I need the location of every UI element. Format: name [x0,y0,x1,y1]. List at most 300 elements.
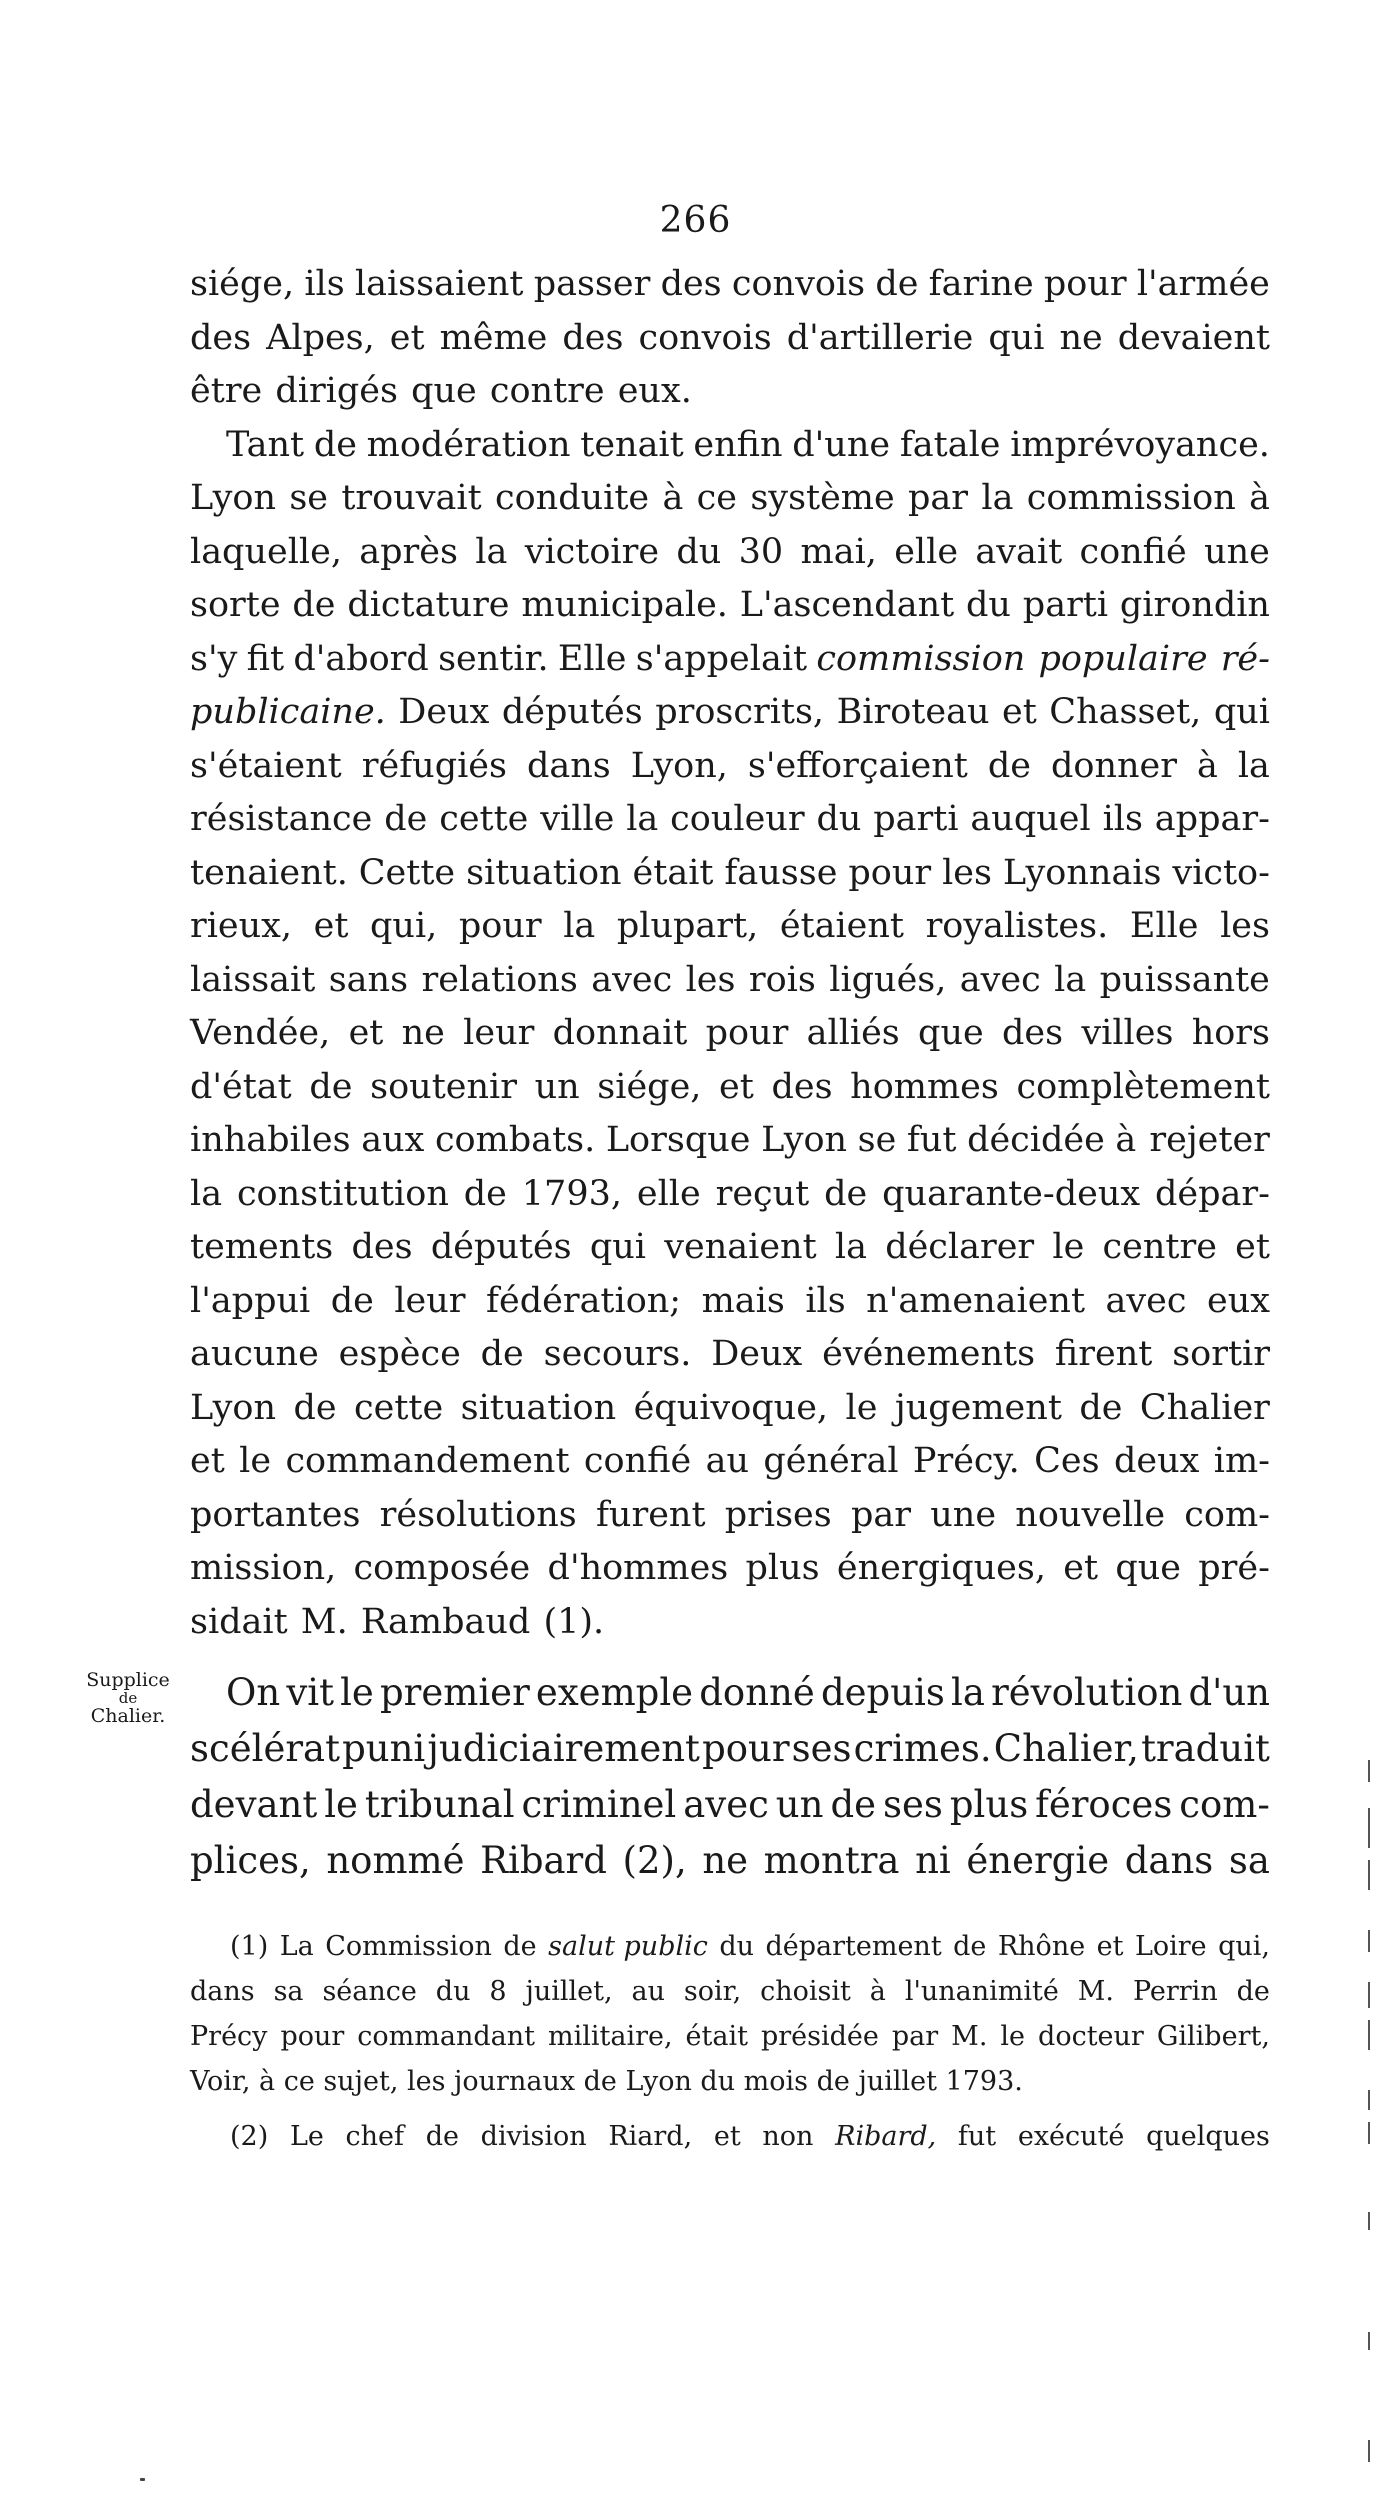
word: secours. [543,1334,692,1374]
second-paragraph-line [190,1777,1270,1833]
word: révolution [991,1671,1183,1714]
word: inhabiles [190,1120,351,1160]
word: hors [1191,1013,1270,1053]
word: donner [1050,745,1177,786]
word: 8 [489,1976,507,2007]
word: les [942,852,992,893]
word: Voir, à ce sujet, les journaux de Lyon du mois de juillet 1793. [190,2066,1023,2097]
word: Lyon [190,1387,277,1428]
word: Loire [1134,1931,1207,1962]
word: avait [975,531,1063,572]
scan-mark [1368,1860,1370,1890]
word: était [632,852,714,893]
word: girondin [1119,585,1270,625]
main-text-line [190,740,1270,794]
word: d'un [1188,1671,1270,1714]
word: imprévoyance. [1010,424,1270,465]
word: espèce [338,1334,461,1374]
word: que [1115,1548,1181,1588]
word: de [875,264,919,304]
word: ville [540,799,615,839]
word: de [384,799,428,839]
word: avec [591,959,673,1000]
word: division [480,2121,587,2152]
main-text-line [190,900,1270,954]
footnotes-block [190,1924,1270,2159]
word: salut public [548,1931,708,1962]
word: le [324,1783,358,1826]
word: la [563,906,596,946]
word: étaient [779,906,904,946]
word: même [439,317,548,358]
word: conduite [495,478,650,518]
word: plupart, [616,906,759,946]
word: Le [289,2121,324,2152]
word: modération [366,424,571,465]
word: et [1235,1227,1270,1267]
word: Biroteau [836,692,990,732]
word: fut [906,1120,957,1160]
word: des [771,1066,833,1107]
main-text-line [190,365,1270,419]
word: ce [696,478,737,518]
word: dans [190,1976,255,2007]
word: une [930,1494,997,1535]
word: alliés [806,1013,900,1053]
word: victo- [1172,852,1270,893]
word: de [425,2121,459,2152]
word: auquel [970,799,1091,839]
scan-mark [1368,1760,1370,1782]
word: Chalier [1139,1387,1270,1428]
word: Elle [1129,906,1199,946]
word: au [631,1976,665,2007]
main-text-line [190,1168,1270,1222]
word: confié [583,1441,692,1481]
word: cette [354,1387,444,1428]
main-text-line [190,419,1270,473]
word: juillet, [525,1976,613,2007]
word: siége, [190,264,295,304]
word: à [1249,478,1270,518]
word: le [1052,1227,1085,1267]
footnote-1-line [190,2059,1270,2104]
word: publicaine. [190,692,386,732]
word: parti [1022,585,1109,625]
word: proscrits, [655,692,825,732]
word: de [953,1931,987,1962]
word: ses [791,1727,852,1770]
word: composée [353,1548,531,1588]
word: par [891,2021,939,2052]
word: Chalier, [993,1727,1139,1770]
word: donné [699,1671,815,1714]
word: et [313,906,349,946]
word: et [1096,1931,1124,1962]
word: ne [1059,317,1103,358]
word: aucune [190,1334,319,1374]
word: général [763,1441,899,1481]
main-text-line [190,1328,1270,1382]
scan-mark [1368,1982,1370,2008]
word: firent [1054,1334,1153,1374]
margin-note [68,1668,188,1728]
word: judiciairement [427,1727,700,1770]
word: Rhône [997,1931,1086,1962]
word: Précy [190,2021,268,2052]
word: de [313,424,357,465]
main-text-line [190,954,1270,1008]
word: fatale [899,424,1001,465]
word: complètement [1016,1066,1270,1107]
word: Lyon [761,1120,848,1160]
word: M. [1077,1976,1115,2007]
word: fausse [724,852,838,893]
word: devant [190,1783,318,1826]
word: sortir [1172,1334,1270,1374]
word: du [719,1931,755,1962]
word: situation [466,852,622,893]
scan-dot [140,2478,145,2481]
word: sorte [190,585,281,625]
word: (1) [230,1931,269,1962]
word: Perrin [1132,1976,1218,2007]
word: pré- [1198,1548,1270,1588]
word: pour [280,2021,345,2052]
word: commission populaire ré- [816,638,1270,679]
margin-note-line-1: Supplice [86,1669,170,1691]
word: Riard, [608,2121,693,2152]
word: de [330,1280,374,1321]
word: venaient [664,1227,817,1267]
word: elle [894,531,959,572]
word: sentir. [438,638,549,679]
word: convois [731,264,866,304]
word: scélérat [190,1727,340,1770]
word: chef [345,2121,405,2152]
word: Chasset, [1049,692,1202,732]
word: du [676,531,722,572]
word: qui, [1218,1931,1270,1962]
word: séance [322,1976,417,2007]
word: depuis [820,1671,945,1714]
main-text-line [190,1489,1270,1543]
margin-note-line-3: Chalier. [90,1705,166,1727]
word: résistance [190,799,373,839]
word: le [1000,2021,1026,2052]
word: Lorsque [605,1120,751,1160]
word: Vendée, [190,1013,331,1053]
word: fut [957,2121,997,2152]
word: d'une [792,424,891,465]
word: 1793, [521,1173,622,1214]
main-text-line [190,1275,1270,1329]
scan-mark [1368,2020,1370,2050]
word: ils [805,1280,846,1321]
main-text-line [190,1007,1270,1061]
word: Tant [226,424,305,465]
word: L'ascendant [739,585,955,625]
footnote-2-line [190,2114,1270,2159]
word: villes [1081,1013,1174,1053]
word: Lyon, [630,745,728,786]
main-text-line [190,1596,1270,1650]
word: pour [1043,264,1127,304]
word: décidée [967,1120,1105,1160]
word: d'artillerie [786,317,974,358]
word: de [1079,1387,1123,1428]
word: 30 [738,531,784,572]
word: à rejeter [1115,1120,1270,1160]
word: par [908,478,969,518]
word: la [626,799,659,839]
word: laquelle, [190,531,342,572]
word: l'appui [190,1280,311,1321]
word: la [190,1173,223,1214]
word: rois [748,959,816,1000]
scan-mark [1368,2212,1370,2230]
word: la [1054,959,1087,1000]
word: et [719,1066,754,1107]
word: portantes [190,1494,361,1535]
word: farine [928,264,1034,304]
footnote-1-line [190,1924,1270,1969]
word: des [660,264,722,304]
word: exemple [535,1671,694,1714]
word: Cette [358,852,456,893]
word: pour [702,1727,790,1770]
second-paragraph [190,1665,1270,1889]
main-text-line [190,472,1270,526]
word: un [775,1783,824,1826]
word: déclarer [885,1227,1035,1267]
word: traduit [1141,1727,1270,1770]
word: au [705,1441,749,1481]
word: furent [595,1494,706,1535]
word: le [239,1441,272,1481]
word: im- [1213,1441,1270,1481]
word: avec [959,959,1041,1000]
word: et [190,1441,225,1481]
word: On [226,1671,281,1714]
word: mais [701,1280,785,1321]
margin-note-line-2: de [118,1689,138,1707]
word: la [951,1671,985,1714]
word: tribunal [364,1783,515,1826]
word: la [475,531,508,572]
word: de [293,1387,337,1428]
word: passer [533,264,651,304]
main-text-block [190,258,1270,1649]
word: la [1237,745,1270,786]
scan-mark [1368,2090,1370,2110]
word: quarante-deux [882,1173,1141,1214]
word: eux [1207,1280,1270,1321]
word: pour [458,906,542,946]
word: équivoque, [633,1387,829,1428]
word: des [351,1227,413,1267]
scan-mark [1368,1930,1370,1952]
word: département [765,1931,942,1962]
word: M. [951,2021,988,2052]
word: de [830,1783,877,1826]
word: à [1196,745,1218,786]
word: sa [1228,1839,1270,1882]
word: féroces [1035,1783,1173,1826]
word: hommes [850,1066,999,1107]
word: laissait [190,959,316,1000]
word: La [279,1931,314,1962]
word: quelques [1146,2121,1270,2152]
word: vit [286,1671,334,1714]
word: Gilibert, [1156,2021,1270,2052]
word: que [918,1013,984,1053]
word: puissante [1099,959,1270,1000]
word: parti [873,799,959,839]
word: elle [636,1173,701,1214]
word: s'appelait [635,638,808,679]
word: exécuté [1017,2121,1125,2152]
word: tenait [580,424,684,465]
word: premier [379,1671,530,1714]
word: énergie [966,1839,1110,1882]
word: de [1236,1976,1270,2007]
word: du [966,585,1011,625]
word: n'amenaient [866,1280,1086,1321]
word: jugement [894,1387,1062,1428]
word: la [834,1227,867,1267]
word: un [534,1066,580,1107]
word: pour [848,852,932,893]
main-text-line [190,847,1270,901]
word: Alpes, [266,317,375,358]
word: et [713,2121,741,2152]
word: ligués, [829,959,947,1000]
word: montra [763,1839,900,1882]
word: avec [1105,1280,1187,1321]
word: d'état [190,1066,292,1107]
main-text-line [190,686,1270,740]
word: réfugiés [361,745,507,786]
word: événements [822,1334,1036,1374]
word: militaire, [547,2021,673,2052]
word: s'étaient [190,745,342,786]
word: cette [439,799,529,839]
main-text-line [190,579,1270,633]
word: Elle [557,638,627,679]
word: présidée [760,2021,879,2052]
main-text-line [190,1114,1270,1168]
word: Ribard [480,1839,607,1882]
word: une [1204,531,1270,572]
word: Lyonnais [1002,852,1162,893]
word: les [685,959,736,1000]
word: (2), [622,1839,687,1882]
scan-mark [1368,1808,1370,1848]
word: qui [1213,692,1270,732]
word: de [292,585,336,625]
word: choisit [760,1976,851,2007]
word: fédération; [486,1280,682,1321]
word: (2) [230,2121,269,2152]
word: criminel [521,1783,677,1826]
word: Ribard, [835,2121,937,2152]
word: Ces [1034,1441,1100,1481]
word: victoire [524,531,660,572]
word: com- [1179,1783,1270,1826]
word: devaient [1117,317,1270,358]
word: de [503,1931,537,1962]
word: Commission [325,1931,492,1962]
word: com- [1184,1494,1270,1535]
word: le [340,1671,374,1714]
word: sa [273,1976,304,2007]
word: et [348,1013,384,1053]
word: prises [724,1494,832,1535]
word: se [857,1120,897,1160]
word: qui [589,1227,646,1267]
main-text-line [190,312,1270,366]
word: nommé [326,1839,465,1882]
second-paragraph-line [190,1833,1270,1889]
word: dictature [347,585,510,625]
word: d'hommes [547,1548,729,1588]
word: plices, [190,1839,311,1882]
word: Deux [398,692,490,732]
word: de [824,1173,868,1214]
word: était [685,2021,748,2052]
scan-mark [1368,2440,1370,2462]
word: de [463,1173,507,1214]
word: ne [401,1013,445,1053]
second-paragraph-line [190,1721,1270,1777]
word: avec [683,1783,769,1826]
word: de [480,1334,524,1374]
word: s'efforçaient [747,745,968,786]
word: soutenir [370,1066,517,1107]
word: centre [1102,1227,1217,1267]
second-paragraph-line [190,1665,1270,1721]
main-text-line [190,633,1270,687]
word: appar- [1154,799,1270,839]
word: rieux, [190,906,293,946]
main-text-line [190,1542,1270,1596]
word: plus [745,1548,820,1588]
word: s'y [190,638,238,679]
word: nouvelle [1015,1494,1166,1535]
word: après [359,531,458,572]
word: combats. [434,1120,596,1160]
word: tenaient. [190,852,348,893]
word: la [981,478,1014,518]
word: relations [421,959,578,1000]
word: royalistes. [925,906,1109,946]
word: soir, [683,1976,742,2007]
word: ne [702,1839,749,1882]
word: enfin [693,424,783,465]
main-text-line [190,1061,1270,1115]
word: ses [883,1783,943,1826]
word: et [1063,1548,1099,1588]
word: l'unanimité [904,1976,1059,2007]
word: Deux [711,1334,803,1374]
scan-mark [1368,2332,1370,2350]
word: laissaient [354,264,524,304]
word: dépar- [1155,1173,1270,1214]
main-text-line [190,258,1270,312]
word: donnait [552,1013,688,1053]
word: non [762,2121,814,2152]
